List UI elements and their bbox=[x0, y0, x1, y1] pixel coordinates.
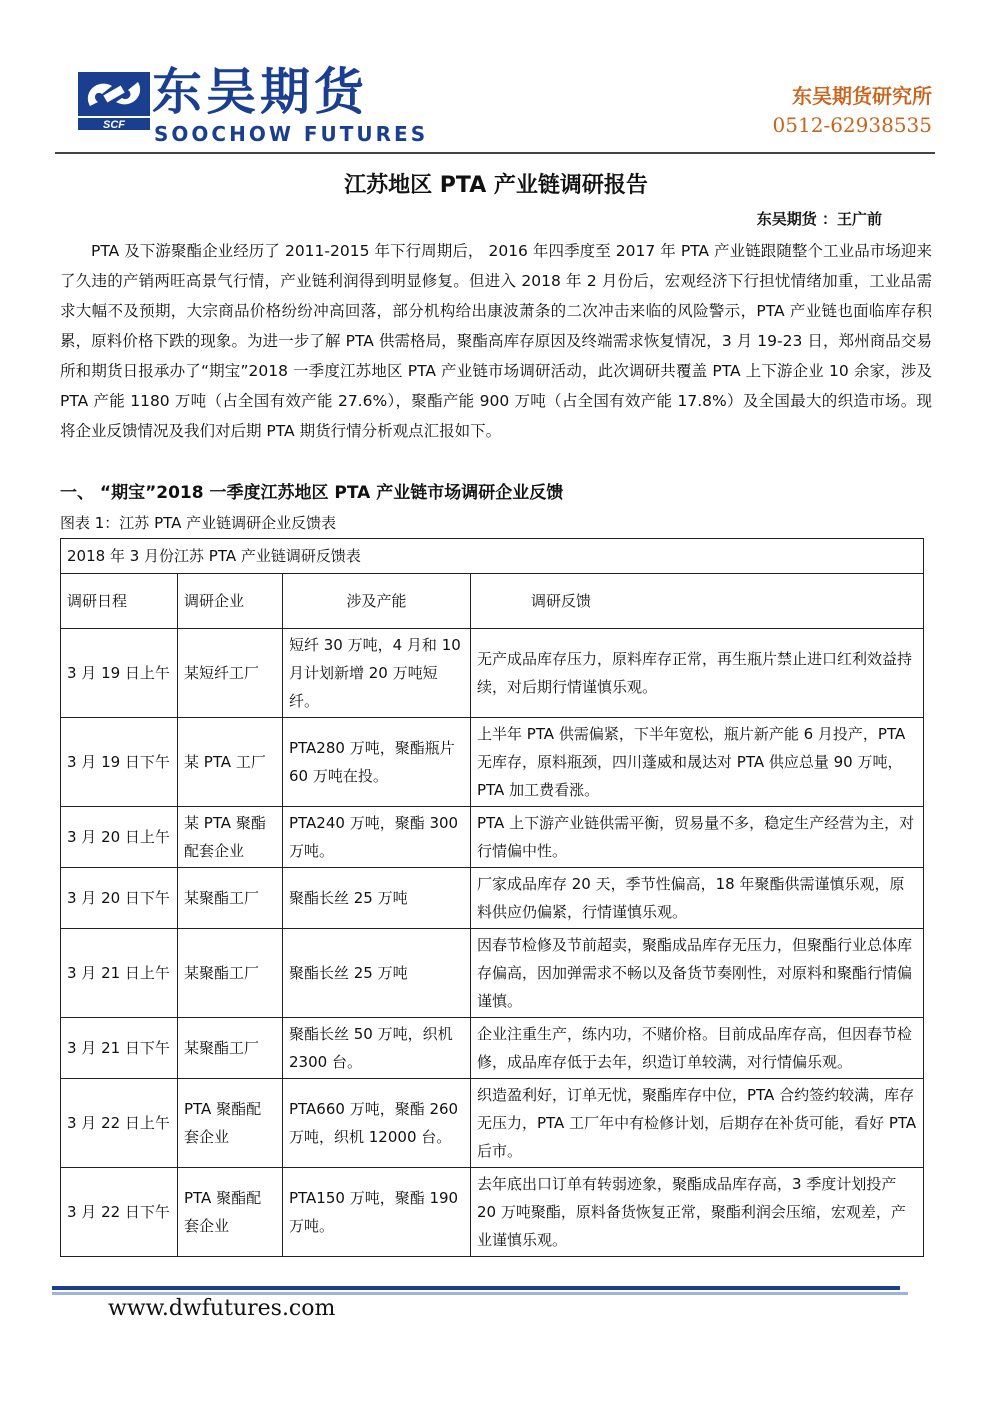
cell-feedback: 织造盈利好，订单无忧，聚酯库存中位，PTA 合约签约较满，库存无压力，PTA 工厂年中有检修计划，后期存在补货可能，看好 PTA 后市。 bbox=[471, 1079, 924, 1168]
cell-company: 某 PTA 工厂 bbox=[178, 718, 283, 807]
report-author: 东吴期货 ：王广前 bbox=[756, 210, 882, 228]
cell-date: 3 月 21 日上午 bbox=[61, 929, 178, 1018]
table-row bbox=[61, 929, 924, 1018]
table-row bbox=[61, 1168, 924, 1257]
cell-capacity: PTA280 万吨，聚酯瓶片 60 万吨在投。 bbox=[283, 718, 471, 807]
intro-paragraph: PTA 及下游聚酯企业经历了 2011-2015 年下行周期后， 2016 年四季度至 2017 年 PTA 产业链跟随整个工业品市场迎来了久违的产销两旺高景气行情，产业链利润得到明显修复。但进入 2018 年 2 月份后，宏观经济下行担忧情绪加重，工业品需求大幅不及预期，大宗商品价格纷纷冲高回落，部分机构给出康波萧条的二次冲击来临的风险警示，PTA 产业链也面临库存积累，原料价格下跌的现象。为进一步了解 PTA 供需格局，聚酯高库存原因及终端需求恢复情况，3 月 19-23 日，郑州商品交易所和期货日报承办了“期宝”2018 一季度江苏地区 PTA 产业链市场调研活动，此次调研共覆盖 PTA 上下游企业 10 余家，涉及 PTA 产能 1180 万吨（占全国有效产能 27.6%），聚酯产能 900 万吨（占全国有效产能 17.8%）及全国最大的织造市场。现将企业反馈情况及我们对后期 PTA 期货行情分析观点汇报如下。 bbox=[60, 242, 932, 440]
page-header bbox=[0, 0, 992, 160]
cell-date: 3 月 19 日下午 bbox=[61, 718, 178, 807]
cell-capacity: PTA240 万吨，聚酯 300 万吨。 bbox=[283, 807, 471, 868]
institute-phone: 0512-62938535 bbox=[772, 113, 932, 137]
table-caption-row bbox=[61, 539, 924, 574]
cell-feedback: 无产成品库存压力，原料库存正常，再生瓶片禁止进口红利效益持续，对后期行情谨慎乐观。 bbox=[471, 629, 924, 718]
cell-feedback: 去年底出口订单有转弱迹象，聚酯成品库存高，3 季度计划投产 20 万吨聚酯，原料备货恢复正常，聚酯利润会压缩，宏观差，产业谨慎乐观。 bbox=[471, 1168, 924, 1257]
cell-capacity: 聚酯长丝 50 万吨，织机 2300 台。 bbox=[283, 1018, 471, 1079]
feedback-table bbox=[60, 538, 924, 1257]
brand-name-cn: 东吴期货 bbox=[152, 63, 368, 121]
cell-capacity: 短纤 30 万吨，4 月和 10 月计划新增 20 万吨短纤。 bbox=[283, 629, 471, 718]
table-caption: 图表 1：江苏 PTA 产业链调研企业反馈表 bbox=[60, 514, 337, 532]
brand-name-en: SOOCHOW FUTURES bbox=[154, 122, 429, 146]
table-row bbox=[61, 807, 924, 868]
soochow-logo-icon bbox=[78, 72, 150, 130]
cell-company: PTA 聚酯配套企业 bbox=[178, 1079, 283, 1168]
cell-feedback: 上半年 PTA 供需偏紧，下半年宽松，瓶片新产能 6 月投产，PTA 无库存，原料瓶颈，四川蓬威和晟达对 PTA 供应总量 90 万吨，PTA 加工费看涨。 bbox=[471, 718, 924, 807]
table-row bbox=[61, 868, 924, 929]
cell-company: 某 PTA 聚酯配套企业 bbox=[178, 807, 283, 868]
cell-feedback: 因春节检修及节前超卖，聚酯成品库存无压力，但聚酯行业总体库存偏高，因加弹需求不畅以及备货节奏刚性，对原料和聚酯行情偏谨慎。 bbox=[471, 929, 924, 1018]
cell-date: 3 月 22 日下午 bbox=[61, 1168, 178, 1257]
cell-date: 3 月 20 日下午 bbox=[61, 868, 178, 929]
cell-date: 3 月 20 日上午 bbox=[61, 807, 178, 868]
cell-company: 某聚酯工厂 bbox=[178, 1018, 283, 1079]
cell-company: 某聚酯工厂 bbox=[178, 868, 283, 929]
header-capacity: 涉及产能 bbox=[283, 574, 471, 629]
header-feedback: 调研反馈 bbox=[471, 574, 924, 629]
table-header-row bbox=[61, 574, 924, 629]
header-company: 调研企业 bbox=[178, 574, 283, 629]
footer-rule-dark bbox=[52, 1286, 900, 1290]
cell-date: 3 月 21 日下午 bbox=[61, 1018, 178, 1079]
cell-company: 某聚酯工厂 bbox=[178, 929, 283, 1018]
table-inner-caption: 2018 年 3 月份江苏 PTA 产业链调研反馈表 bbox=[61, 539, 924, 574]
cell-capacity: PTA150 万吨，聚酯 190 万吨。 bbox=[283, 1168, 471, 1257]
cell-capacity: PTA660 万吨，聚酯 260 万吨，织机 12000 台。 bbox=[283, 1079, 471, 1168]
cell-company: 某短纤工厂 bbox=[178, 629, 283, 718]
table-row bbox=[61, 1079, 924, 1168]
cell-capacity: 聚酯长丝 25 万吨 bbox=[283, 868, 471, 929]
institute-name: 东吴期货研究所 bbox=[792, 84, 932, 108]
footer-rule-light bbox=[52, 1292, 908, 1295]
cell-company: PTA 聚酯配套企业 bbox=[178, 1168, 283, 1257]
cell-feedback: 厂家成品库存 20 天，季节性偏高，18 年聚酯供需谨慎乐观，原料供应仍偏紧，行情谨慎乐观。 bbox=[471, 868, 924, 929]
cell-date: 3 月 19 日上午 bbox=[61, 629, 178, 718]
footer-website-link[interactable]: www.dwfutures.com bbox=[108, 1296, 336, 1321]
table-row bbox=[61, 1018, 924, 1079]
table-row bbox=[61, 629, 924, 718]
header-date: 调研日程 bbox=[61, 574, 178, 629]
cell-feedback: 企业注重生产，练内功，不赌价格。目前成品库存高，但因春节检修，成品库存低于去年，织造订单较满，对行情偏乐观。 bbox=[471, 1018, 924, 1079]
cell-date: 3 月 22 日上午 bbox=[61, 1079, 178, 1168]
logo-text: SCF bbox=[103, 119, 125, 130]
cell-feedback: PTA 上下游产业链供需平衡，贸易量不多，稳定生产经营为主，对行情偏中性。 bbox=[471, 807, 924, 868]
table-row bbox=[61, 718, 924, 807]
cell-capacity: 聚酯长丝 25 万吨 bbox=[283, 929, 471, 1018]
header-divider bbox=[55, 152, 935, 154]
report-title: 江苏地区 PTA 产业链调研报告 bbox=[344, 173, 648, 198]
section-title: 一、 “期宝”2018 一季度江苏地区 PTA 产业链市场调研企业反馈 bbox=[60, 483, 564, 503]
